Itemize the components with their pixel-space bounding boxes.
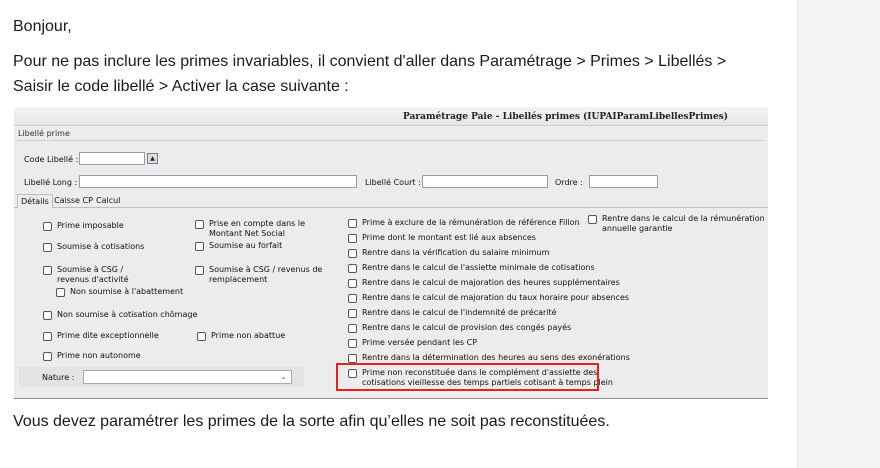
window-title: Paramétrage Paie - Libellés primes (IUPAIParamLibellesPrimes)	[403, 112, 728, 122]
checkbox-box[interactable]	[43, 311, 52, 320]
intro-paragraph	[13, 49, 783, 99]
ordre-label: Ordre :	[555, 178, 583, 187]
right-sidebar-panel	[797, 0, 880, 468]
checkbox-box[interactable]	[197, 332, 206, 341]
checkbox-majoration-heures-sup[interactable]: Rentre dans le calcul de majoration des heures supplémentaires	[348, 278, 620, 288]
libelle-court-label: Libellé Court :	[365, 178, 421, 187]
tab-details[interactable]: Détails	[17, 194, 53, 208]
checkbox-prime-imposable[interactable]: Prime imposable	[43, 221, 124, 231]
checkbox-verification-salaire-minimum[interactable]: Rentre dans la vérification du salaire minimum	[348, 248, 549, 258]
checkbox-non-soumise-abattement[interactable]: Non soumise à l'abattement	[56, 287, 183, 297]
libelle-court-input[interactable]	[422, 175, 548, 188]
intro-line-1: Pour ne pas inclure les primes invariables, il convient d'aller dans Paramétrage > Primes > Libellés >	[13, 53, 727, 70]
code-libelle-label: Code Libellé :	[24, 155, 79, 164]
checkbox-box[interactable]	[348, 354, 357, 363]
libelle-long-label: Libellé Long :	[24, 178, 78, 187]
checkbox-box[interactable]	[348, 249, 357, 258]
checkbox-box[interactable]	[195, 220, 204, 229]
checkbox-box[interactable]	[43, 222, 52, 231]
code-libelle-input[interactable]	[79, 152, 145, 165]
tab-calcul[interactable]: Calcul	[96, 196, 121, 205]
checkbox-indemnite-precarite[interactable]: Rentre dans le calcul de l'indemnité de précarité	[348, 308, 557, 318]
checkbox-soumise-forfait[interactable]: Soumise au forfait	[195, 241, 282, 251]
checkbox-prime-non-reconstituee[interactable]: Prime non reconstituée dans le complément d'assiette des cotisations vieillesse des temps partiels cotisant à temps plein	[348, 368, 613, 388]
red-highlight-box	[336, 363, 599, 391]
nature-select[interactable]	[83, 370, 292, 384]
tab-strip-divider	[14, 207, 768, 208]
checkbox-prime-exceptionnelle[interactable]: Prime dite exceptionnelle	[43, 331, 159, 341]
checkbox-prime-non-autonome[interactable]: Prime non autonome	[43, 351, 141, 361]
outro-text: Vous devez paramétrer les primes de la sorte afin qu’elles ne soit pas reconstituées.	[13, 413, 610, 430]
checkbox-box[interactable]	[43, 266, 52, 275]
checkbox-provision-conges-payes[interactable]: Rentre dans le calcul de provision des congés payés	[348, 323, 571, 333]
tab-caisse-cp[interactable]: Caisse CP	[54, 196, 93, 205]
checkbox-box[interactable]	[43, 243, 52, 252]
checkbox-box[interactable]	[348, 279, 357, 288]
checkbox-exclure-fillon[interactable]: Prime à exclure de la rémunération de référence Fillon	[348, 218, 580, 228]
window-titlebar	[14, 107, 768, 126]
ordre-input[interactable]	[589, 175, 658, 188]
checkbox-soumise-csg-activite[interactable]: Soumise à CSG / revenus d'activité	[43, 265, 129, 285]
libelle-long-input[interactable]	[79, 175, 357, 188]
checkbox-soumise-cotisations[interactable]: Soumise à cotisations	[43, 242, 144, 252]
chevron-down-icon[interactable]: ⌄	[280, 372, 287, 381]
checkbox-lie-absences[interactable]: Prime dont le montant est lié aux absences	[348, 233, 536, 243]
group-divider	[17, 140, 765, 141]
checkbox-heures-exonerations[interactable]: Rentre dans la détermination des heures au sens des exonérations	[348, 353, 630, 363]
checkbox-box[interactable]	[348, 294, 357, 303]
embedded-settings-screenshot	[14, 107, 768, 399]
intro-line-2: Saisir le code libellé > Activer la case suivante :	[13, 78, 349, 95]
group-label-libelle-prime: Libellé prime	[18, 129, 70, 138]
checkbox-box[interactable]	[348, 339, 357, 348]
checkbox-box[interactable]	[43, 332, 52, 341]
checkbox-box[interactable]	[588, 215, 597, 224]
checkbox-box[interactable]	[348, 234, 357, 243]
checkbox-non-soumise-chomage[interactable]: Non soumise à cotisation chômage	[43, 310, 197, 320]
checkbox-soumise-csg-remplacement[interactable]: Soumise à CSG / revenus de remplacement	[195, 265, 322, 285]
checkbox-box[interactable]	[348, 264, 357, 273]
checkbox-majoration-taux-horaire[interactable]: Rentre dans le calcul de majoration du taux horaire pour absences	[348, 293, 629, 303]
checkbox-box[interactable]	[348, 324, 357, 333]
greeting-text: Bonjour,	[13, 18, 72, 35]
nature-label: Nature :	[42, 373, 75, 382]
checkbox-box[interactable]	[348, 219, 357, 228]
checkbox-box[interactable]	[56, 288, 65, 297]
checkbox-prime-non-abattue[interactable]: Prime non abattue	[197, 331, 285, 341]
checkbox-prime-versee-cp[interactable]: Prime versée pendant les CP	[348, 338, 477, 348]
checkbox-box[interactable]	[348, 309, 357, 318]
checkbox-remuneration-annuelle-garantie[interactable]: Rentre dans le calcul de la rémunération annuelle garantie	[588, 214, 765, 234]
checkbox-box[interactable]	[195, 266, 204, 275]
checkbox-box[interactable]	[43, 352, 52, 361]
checkbox-box[interactable]	[195, 242, 204, 251]
checkbox-prise-en-compte-net-social[interactable]: Prise en compte dans le Montant Net Social	[195, 219, 305, 239]
code-libelle-lookup-button[interactable]: ▲	[147, 153, 158, 164]
checkbox-assiette-minimale[interactable]: Rentre dans le calcul de l'assiette minimale de cotisations	[348, 263, 595, 273]
